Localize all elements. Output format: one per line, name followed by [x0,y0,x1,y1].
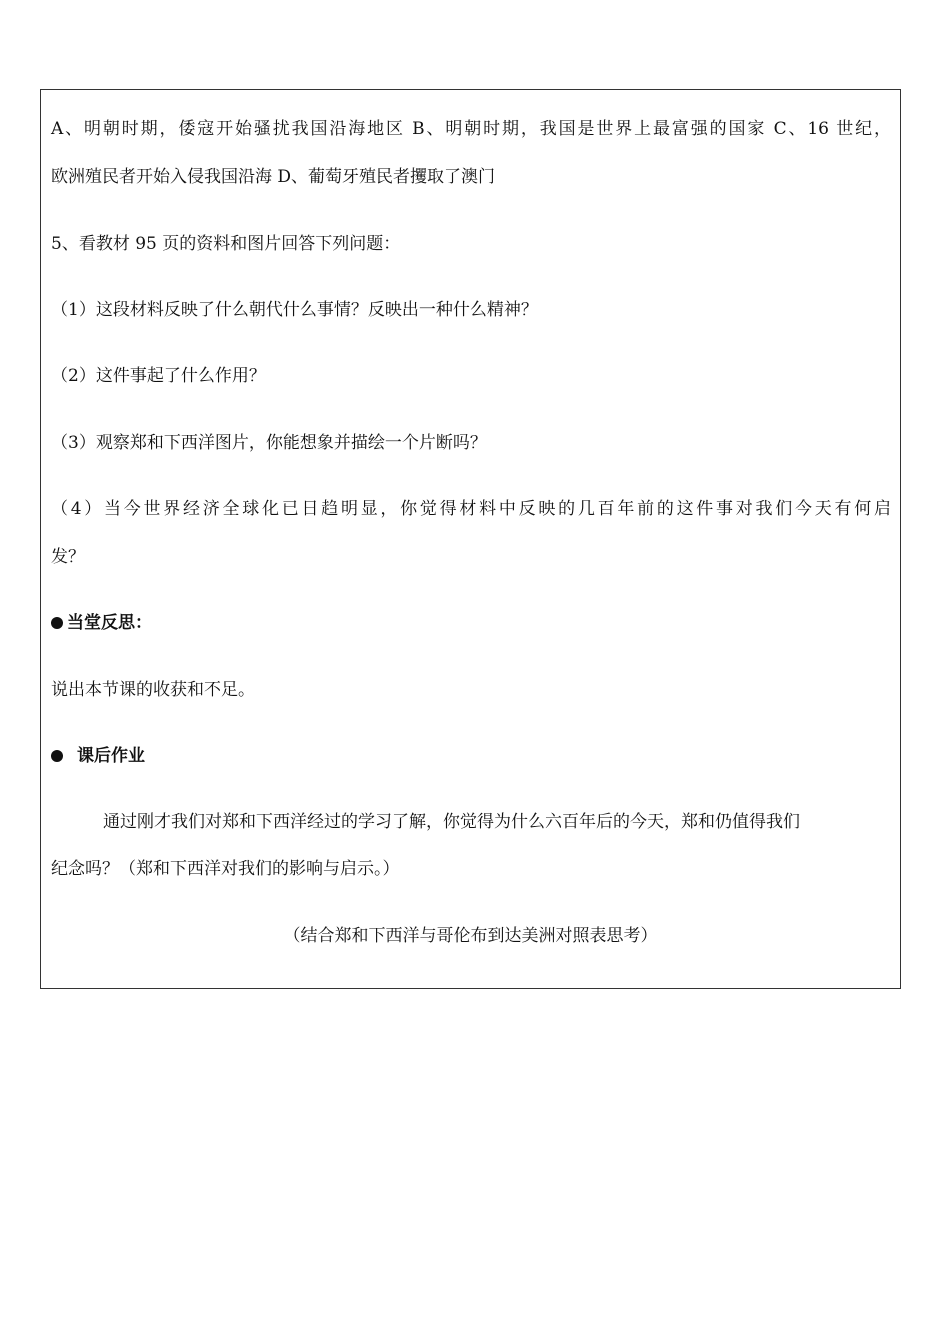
reflection-text: 说出本节课的收获和不足。 [51,680,255,700]
reflection-heading-row [51,612,152,634]
q5-sub1: （1）这段材料反映了什么朝代什么事情？反映出一种什么精神？ [51,300,538,320]
q4-options-line-1: A、明朝时期，倭寇开始骚扰我国沿海地区 B、明朝时期，我国是世界上最富强的国家 C、16 世纪， [51,119,891,139]
q5-intro: 5、看教材 95 页的资料和图片回答下列问题： [51,234,401,254]
bullet-icon [51,750,63,762]
homework-line-1: 通过刚才我们对郑和下西洋经过的学习了解，你觉得为什么六百年后的今天，郑和仍值得我们 [103,812,800,832]
q4-options-line-2: 欧洲殖民者开始入侵我国沿海 D、葡萄牙殖民者攫取了澳门 [51,167,496,187]
content-frame [40,89,901,989]
homework-hint: （结合郑和下西洋与哥伦布到达美洲对照表思考） [283,926,658,946]
q5-sub4-line-1: （4）当今世界经济全球化已日趋明显，你觉得材料中反映的几百年前的这件事对我们今天有何启 [51,499,891,519]
q5-sub4-line-2: 发？ [51,547,85,567]
q5-sub2: （2）这件事起了什么作用？ [51,366,266,386]
homework-line-2: 纪念吗？（郑和下西洋对我们的影响与启示。） [51,859,400,879]
q5-sub3: （3）观察郑和下西洋图片，你能想象并描绘一个片断吗？ [51,433,487,453]
homework-heading: 课后作业 [77,746,145,766]
reflection-heading: 当堂反思： [67,613,152,633]
homework-heading-row [51,745,145,767]
bullet-icon [51,617,63,629]
